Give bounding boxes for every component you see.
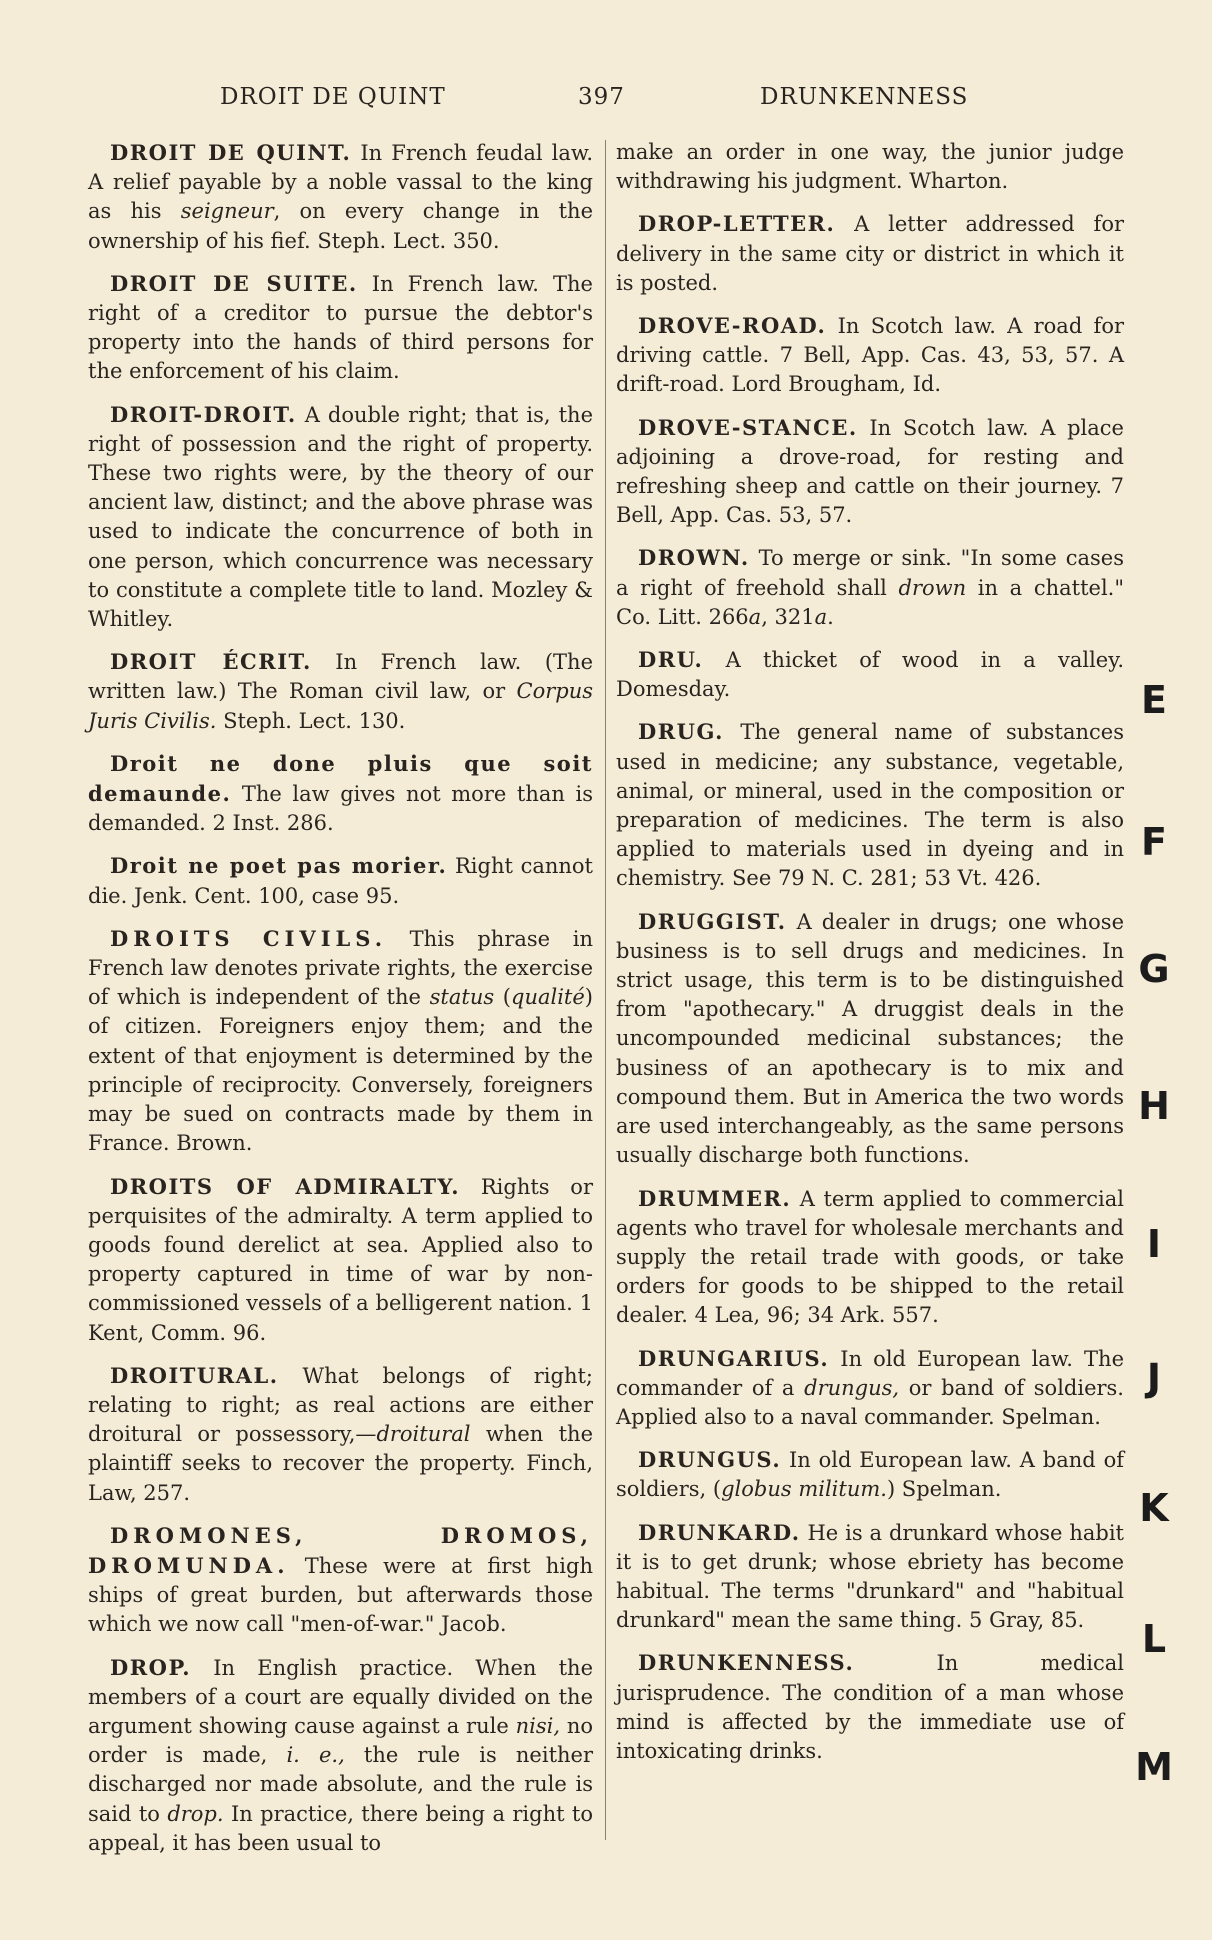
entry-text: A letter addressed for delivery in the same city or district in which it is posted. (616, 212, 1124, 295)
entry-headword: DROP-LETTER. (638, 211, 836, 237)
entry-text: . (827, 604, 834, 629)
entry-headword: DROITS CIVILS. (110, 925, 388, 951)
dictionary-entry (616, 1344, 1124, 1433)
dictionary-entry (616, 413, 1124, 531)
dictionary-entry (88, 851, 593, 910)
entry-headword: DROIT-DROIT. (110, 401, 297, 427)
entry-italic-text: globus militum. (721, 1477, 887, 1502)
entry-text: A thicket of wood in a valley. Domesday. (616, 648, 1124, 702)
entry-text: In Scotch law. A road for driving cattle. 7 Bell, App. Cas. 43, 53, 57. A drift-road. Lord Brougham, Id. (616, 314, 1124, 397)
entry-text: Steph. Lect. 130. (216, 708, 406, 733)
entry-italic-text: drungus, (804, 1375, 900, 1400)
entry-text: In practice, there being a right to appeal, it has been usual to (88, 1801, 594, 1855)
entry-headword: DROITURAL. (110, 1362, 279, 1388)
entry-text: the rule is neither discharged nor made absolute, and the rule is said to (88, 1743, 593, 1826)
entry-italic-text: Corpus Juris Civilis. (88, 679, 593, 733)
entry-italic-text: qualité (511, 985, 585, 1010)
column-divider (605, 140, 606, 1840)
thumb-tab-i[interactable]: I (1146, 1222, 1162, 1266)
entry-text: In French law. The right of a creditor to pursue the debtor's property into the hands of third persons for the enforcement of his claim. (88, 271, 593, 384)
entry-text: ) Spelman. (886, 1477, 1002, 1502)
entry-text: A dealer in drugs; one whose business is to sell drugs and medicines. In strict usage, this term is to be distinguished from "apothecary." A druggist deals in the uncompounded medicinal substances; the business of an apothecary is to mix and compound them. But in America the two words are used interchangeably, as the same persons usually discharge both functions. (616, 909, 1124, 1168)
dictionary-entry (88, 400, 593, 635)
dictionary-entry (88, 749, 593, 839)
entry-text: ( (494, 985, 511, 1010)
entry-text: To merge or sink. "In some cases a right of freehold shall (616, 546, 1124, 600)
entry-text: no order is made, (88, 1713, 593, 1768)
entry-italic-text: droitural (376, 1422, 471, 1447)
dictionary-entry (88, 138, 593, 256)
thumb-tab-j[interactable]: J (1146, 1356, 1162, 1400)
entry-text: The general name of substances used in medicine; any substance, vegetable, animal, or mineral, used in the composition or preparation of medicines. The term is also applied to materials used in dyeing and in chemistry. See 79 N. C. 281; 53 Vt. 426. (616, 720, 1124, 891)
dictionary-entry (616, 717, 1124, 893)
entry-headword: DROVE-ROAD. (638, 313, 827, 339)
thumb-index (1134, 0, 1194, 1940)
dictionary-entry (616, 645, 1124, 704)
dictionary-entry (88, 1521, 593, 1640)
right-column (616, 138, 1124, 1779)
thumb-tab-k[interactable]: K (1139, 1486, 1169, 1530)
dictionary-entry (88, 1361, 593, 1508)
thumb-tab-g[interactable]: G (1138, 947, 1170, 991)
entry-text: In English practice. When the members of a court are equally divided on the argument showing cause against a rule (88, 1655, 593, 1738)
thumb-tab-e[interactable]: E (1141, 678, 1167, 722)
header-left-guide-word: DROIT DE QUINT (220, 84, 446, 110)
entry-italic-text: status (429, 985, 495, 1010)
dictionary-entry (616, 1184, 1124, 1331)
dictionary-entry (616, 543, 1124, 632)
entry-italic-text: seigneur (180, 199, 274, 224)
dictionary-entry (616, 907, 1124, 1171)
entry-headword: DROVE-STANCE. (638, 414, 858, 440)
entry-text: when the plaintiff seeks to recover the property. Finch, Law, 257. (88, 1422, 593, 1505)
entry-headword: DROWN. (638, 545, 750, 571)
thumb-tab-f[interactable]: F (1141, 820, 1167, 864)
entry-headword: DRUNGUS. (638, 1447, 782, 1473)
entry-text: A term applied to commercial agents who travel for wholesale merchants and supply the retail trade with goods, or take orders for goods to be shipped to the retail dealer. 4 Lea, 96; 34 Ark. 557. (616, 1186, 1124, 1328)
entry-headword: DROIT DE QUINT. (110, 140, 352, 165)
entry-headword: DRUNKARD. (638, 1519, 801, 1545)
page-number: 397 (578, 84, 625, 110)
entry-text: or band of soldiers. Applied also to a naval commander. Spelman. (616, 1375, 1124, 1429)
entry-text: Rights or perquisites of the admiralty. A term applied to goods found derelict at sea. Applied also to property captured in time of war by non-commissioned vessels of a belligerent nation. 1 Kent, Comm. 96. (88, 1174, 593, 1345)
entry-text: In old European law. A band of soldiers, ( (616, 1448, 1124, 1502)
dictionary-entry (88, 269, 593, 387)
dictionary-entry (616, 138, 1124, 196)
entry-text: Right cannot die. Jenk. Cent. 100, case 95. (88, 854, 594, 908)
entry-text: In old European law. The commander of a (616, 1346, 1124, 1400)
entry-text: In Scotch law. A place adjoining a drove-road, for resting and refreshing sheep and cattle on their journey. 7 Bell, App. Cas. 53, 57. (616, 415, 1124, 528)
entry-headword: DRU. (638, 647, 704, 673)
entry-headword: DRUG. (638, 719, 724, 745)
entry-headword: DRUGGIST. (638, 908, 787, 934)
dictionary-entry (88, 1172, 593, 1348)
entry-text: A double right; that is, the right of possession and the right of property. These two rights were, by the theory of our ancient law, distinct; and the above phrase was used to indicate the concurrence of both in one person, which concurrence was necessary to constitute a complete title to land. Mozley & Whitley. (88, 402, 593, 632)
entry-italic-text: drop. (167, 1801, 224, 1826)
entry-headword: DRUMMER. (638, 1185, 792, 1211)
entry-italic-text: i. e., (286, 1743, 345, 1768)
entry-italic-text: nisi, (515, 1713, 560, 1738)
entry-headword: DRUNGARIUS. (638, 1345, 830, 1371)
entry-italic-text: drown (898, 575, 967, 600)
entry-text: ) of citizen. Foreigners enjoy them; and the extent of that enjoyment is determined by the principle of reciprocity. Conversely, foreigners may be sued on contracts made by them in France. Brown. (88, 985, 593, 1156)
dictionary-entry (88, 647, 593, 736)
entry-italic-text: a (748, 604, 762, 629)
entry-text: These were at first high ships of great burden, but afterwards those which we now call "men-of-war." Jacob. (88, 1553, 593, 1637)
entry-headword: Droit ne poet pas morier. (110, 853, 448, 879)
running-head (0, 84, 1212, 120)
header-right-guide-word: DRUNKENNESS (760, 84, 969, 110)
dictionary-entry (616, 209, 1124, 298)
entry-headword: DRUNKENNESS. (638, 1650, 855, 1676)
dictionary-entry (616, 1648, 1124, 1766)
entry-text: This phrase in French law denotes private rights, the exercise of which is independent of the (88, 926, 593, 1010)
thumb-tab-h[interactable]: H (1138, 1084, 1170, 1128)
entry-text: make an order in one way, the junior judge withdrawing his judgment. Wharton. (616, 140, 1124, 194)
entry-headword: DROMONES, DROMOS, DROMUNDA. (88, 1522, 593, 1578)
entry-headword: DROIT DE SUITE. (110, 270, 358, 296)
entry-text: In French feudal law. A relief payable by a noble vassal to the king as his (88, 141, 593, 224)
thumb-tab-l[interactable]: L (1141, 1617, 1167, 1661)
entry-text: in a chattel." Co. Litt. 266 (616, 575, 1124, 629)
entry-text: , on every change in the ownership of his fief. Steph. Lect. 350. (88, 199, 593, 253)
dictionary-entry (616, 1518, 1124, 1636)
entry-headword: DROIT ÉCRIT. (110, 649, 312, 675)
entry-text: What belongs of right; relating to right; as real actions are either droitural or possessory,— (88, 1363, 593, 1447)
entry-text: In French law. (The written law.) The Roman civil law, or (88, 650, 593, 704)
entry-headword: DROP. (110, 1654, 192, 1680)
entry-text: , 321 (761, 604, 815, 629)
entry-text: The law gives not more than is demanded. 2 Inst. 286. (88, 782, 593, 836)
entry-text: In medical jurisprudence. The condition of a man whose mind is affected by the immediate use of intoxicating drinks. (616, 1651, 1124, 1763)
dictionary-entry (88, 924, 593, 1159)
dictionary-entry (616, 311, 1124, 400)
dictionary-entry (616, 1445, 1124, 1504)
entry-text: He is a drunkard whose habit it is to get drunk; whose ebriety has become habitual. The terms "drunkard" and "habitual drunkard" mean the same thing. 5 Gray, 85. (616, 1520, 1124, 1633)
entry-headword: DROITS OF ADMIRALTY. (110, 1173, 461, 1199)
dictionary-entry (88, 1653, 593, 1858)
thumb-tab-m[interactable]: M (1135, 1745, 1173, 1789)
entry-headword: Droit ne done pluis que soit demaunde. (88, 750, 593, 807)
entry-italic-text: a (814, 604, 828, 629)
left-column (88, 138, 593, 1871)
